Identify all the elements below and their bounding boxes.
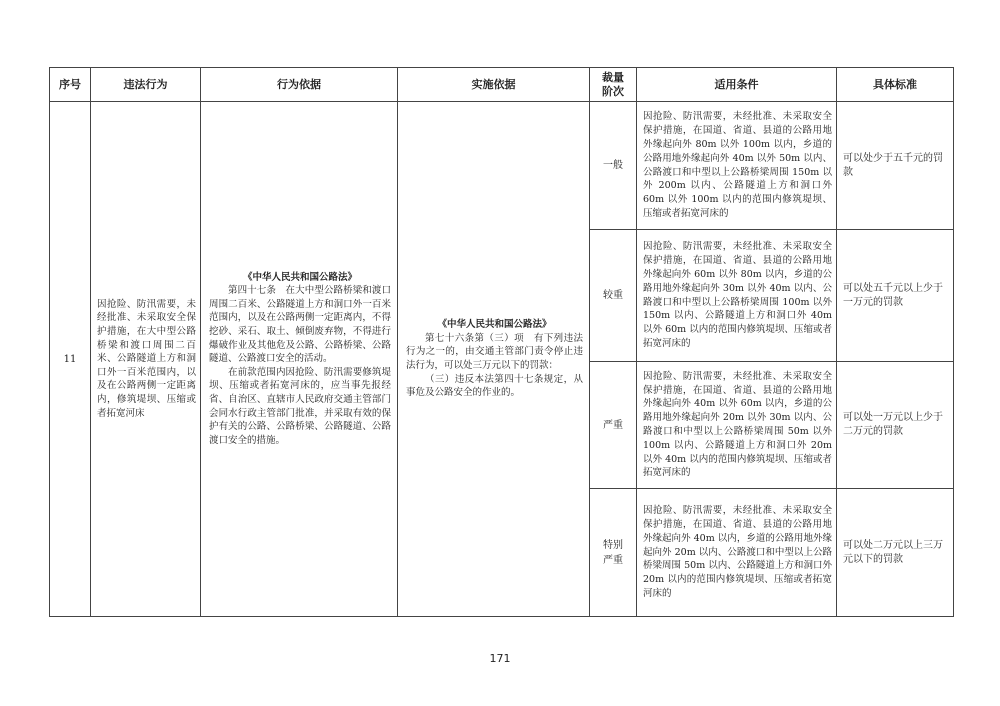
header-level-line2: 阶次 (602, 84, 624, 98)
impl-paragraph-2: （三）违反本法第四十七条规定，从事危及公路安全的作业的。 (406, 373, 583, 399)
table-header-row (50, 68, 954, 102)
page-number: 171 (489, 652, 511, 665)
tier-standard-general: 可以处少于五千元的罚款 (837, 102, 954, 230)
basis-paragraph-2: 在前款范围内因抢险、防汛需要修筑堤坝、压缩或者拓宽河床的，应当事先报经省、自治区、直辖市人民政府交通主管部门会同水行政主管部门批准，并采取有效的保护有关的公路、公路桥梁、公路隧道、公路渡口安全的措施。 (209, 366, 391, 446)
penalty-discretion-table (49, 67, 954, 617)
tier-condition-heavier: 因抢险、防汛需要，未经批准、未采取安全保护措施，在国道、省道、县道的公路用地外缘起向外 60m 以外 80m 以内，乡道的公路用地外缘起向外 30m 以外 40m 以内、公路渡口和中型以上公路桥梁周围 100m 以外 150m 以内、公路隧道上方和洞口外 40m 以外 60m 以内的范围内修筑堤坝、压缩或者拓宽河床的 (637, 230, 837, 362)
tier-level-label-line2: 严重 (603, 554, 623, 566)
basis-paragraph-1: 第四十七条 在大中型公路桥梁和渡口周围二百米、公路隧道上方和洞口外一百米范围内，以及在公路两侧一定距离内，不得挖砂、采石、取土、倾倒废弃物，不得进行爆破作业及其他危及公路、公路桥梁、公路隧道、公路渡口安全的活动。 (209, 285, 391, 365)
tier-condition-serious: 因抢险、防汛需要，未经批准、未采取安全保护措施，在国道、省道、县道的公路用地外缘起向外 40m 以外 60m 以内，乡道的公路用地外缘起向外 20m 以外 30m 以内、公路渡口和中型以上公路桥梁周围 50m 以外 100m 以内、公路隧道上方和洞口外 20m 以外 40m 以内的范围内修筑堤坝、压缩或者拓宽河床的 (637, 362, 837, 489)
tier-level-label: 较重 (603, 290, 623, 301)
tier-level-heavier (590, 230, 637, 362)
header-cond: 适用条件 (637, 68, 837, 102)
tier-level-general (590, 102, 637, 230)
tier-standard-serious: 可以处一万元以上少于二万元的罚款 (837, 362, 954, 489)
tier-condition-especially-serious: 因抢险、防汛需要，未经批准、未采取安全保护措施，在国道、省道、县道的公路用地外缘起向外 40m 以内，乡道的公路用地外缘起向外 20m 以内、公路渡口和中型以上公路桥梁周围 50m 以内、公路隧道上方和洞口外 20m 以内的范围内修筑堤坝、压缩或者拓宽河床的 (637, 489, 837, 617)
header-std: 具体标准 (837, 68, 954, 102)
header-act: 违法行为 (91, 68, 201, 102)
tier-level-label-line1: 特别 (603, 539, 623, 551)
behavior-basis-cell (201, 102, 398, 617)
row-number: 11 (50, 102, 91, 617)
tier-level-label: 严重 (603, 419, 623, 431)
tier-condition-general: 因抢险、防汛需要，未经批准、未采取安全保护措施，在国道、省道、县道的公路用地外缘起向外 80m 以外 100m 以内，乡道的公路用地外缘起向外 40m 以外 50m 以内、公路渡口和中型以上公路桥梁周围 150m 以外 200m 以内、公路隧道上方和洞口外 60m 以外 100m 以内的范围内修筑堤坝、压缩或者拓宽河床的 (637, 102, 837, 230)
table-row (50, 102, 954, 230)
header-no: 序号 (50, 68, 91, 102)
header-basis: 行为依据 (201, 68, 398, 102)
header-level (590, 68, 637, 102)
tier-level-especially-serious (590, 489, 637, 617)
impl-paragraph-1: 第七十六条第（三）项 有下列违法行为之一的，由交通主管部门责令停止违法行为，可以处三万元以下的罚款： (406, 332, 583, 371)
header-level-line1: 裁量 (602, 70, 624, 84)
tier-level-label: 一般 (603, 160, 623, 171)
tier-level-serious (590, 362, 637, 489)
implementation-basis-cell (398, 102, 590, 617)
header-impl: 实施依据 (398, 68, 590, 102)
impl-law-title: 《中华人民共和国公路法》 (437, 319, 552, 331)
tier-standard-heavier: 可以处五千元以上少于一万元的罚款 (837, 230, 954, 362)
violation-description: 因抢险、防汛需要，未经批准、未采取安全保护措施，在大中型公路桥梁和渡口周围二百米、公路隧道上方和洞口外一百米范围内，以及在公路两侧一定距离内，修筑堤坝、压缩或者拓宽河床 (91, 102, 201, 617)
basis-law-title: 《中华人民共和国公路法》 (242, 271, 357, 283)
tier-standard-especially-serious: 可以处二万元以上三万元以下的罚款 (837, 489, 954, 617)
